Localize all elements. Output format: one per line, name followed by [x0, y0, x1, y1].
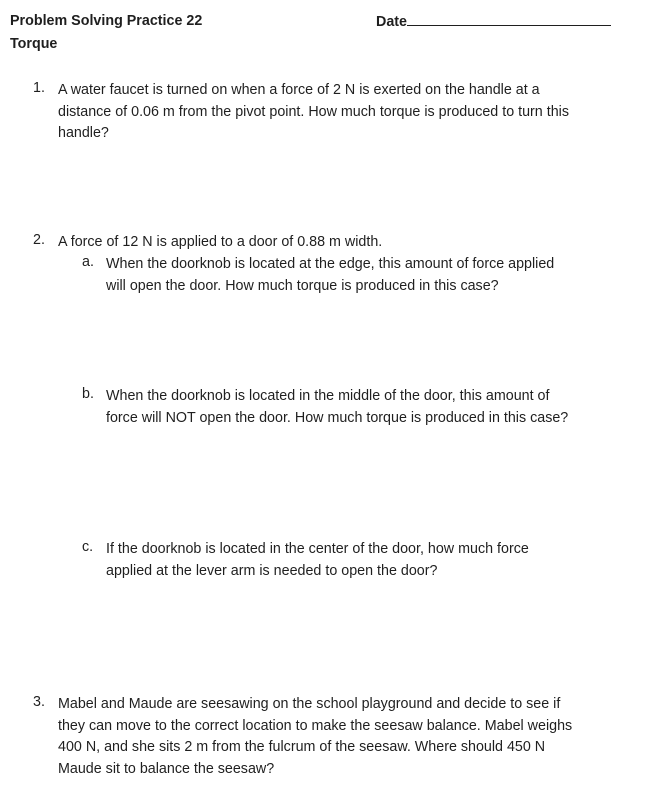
text-line: When the doorknob is located in the middle of the door, this amount of — [106, 388, 550, 404]
question-2a-letter: a. — [82, 254, 94, 270]
question-2b-letter: b. — [82, 386, 94, 402]
question-2a-text — [106, 254, 554, 297]
date-label: Date — [376, 14, 407, 30]
text-line: Mabel and Maude are seesawing on the school playground and decide to see if — [58, 696, 561, 712]
date-blank-line — [407, 13, 611, 26]
text-line: A force of 12 N is applied to a door of 0.88 m width. — [58, 234, 383, 250]
question-2c-text — [106, 539, 529, 582]
text-line: When the doorknob is located at the edge, this amount of force applied — [106, 256, 555, 272]
date-field — [376, 13, 611, 30]
text-line: distance of 0.06 m from the pivot point. How much torque is produced to turn this — [58, 103, 569, 120]
text-line: A water faucet is turned on when a force of 2 N is exerted on the handle at a — [58, 82, 540, 98]
worksheet-title: Problem Solving Practice 22 — [10, 13, 203, 29]
question-2-number: 2. — [33, 232, 45, 248]
text-line: they can move to the correct location to make the seesaw balance. Mabel weighs — [58, 717, 573, 734]
text-line: 400 N, and she sits 2 m from the fulcrum of the seesaw. Where should 450 N — [58, 739, 546, 755]
text-line: Maude sit to balance the seesaw? — [58, 760, 275, 777]
question-3-number: 3. — [33, 694, 45, 710]
text-line: handle? — [58, 125, 109, 141]
question-2-text — [58, 232, 382, 254]
worksheet-topic: Torque — [10, 36, 58, 52]
text-line: force will NOT open the door. How much torque is produced in this case? — [106, 409, 569, 426]
question-2c-letter: c. — [82, 539, 94, 555]
text-line: will open the door. How much torque is produced in this case? — [106, 277, 499, 294]
text-line: If the doorknob is located in the center of the door, how much force — [106, 541, 529, 557]
question-3-text — [58, 694, 572, 780]
question-2b-text — [106, 386, 568, 429]
question-1-text — [58, 80, 569, 145]
text-line: applied at the lever arm is needed to open the door? — [106, 562, 438, 579]
question-1-number: 1. — [33, 80, 45, 96]
